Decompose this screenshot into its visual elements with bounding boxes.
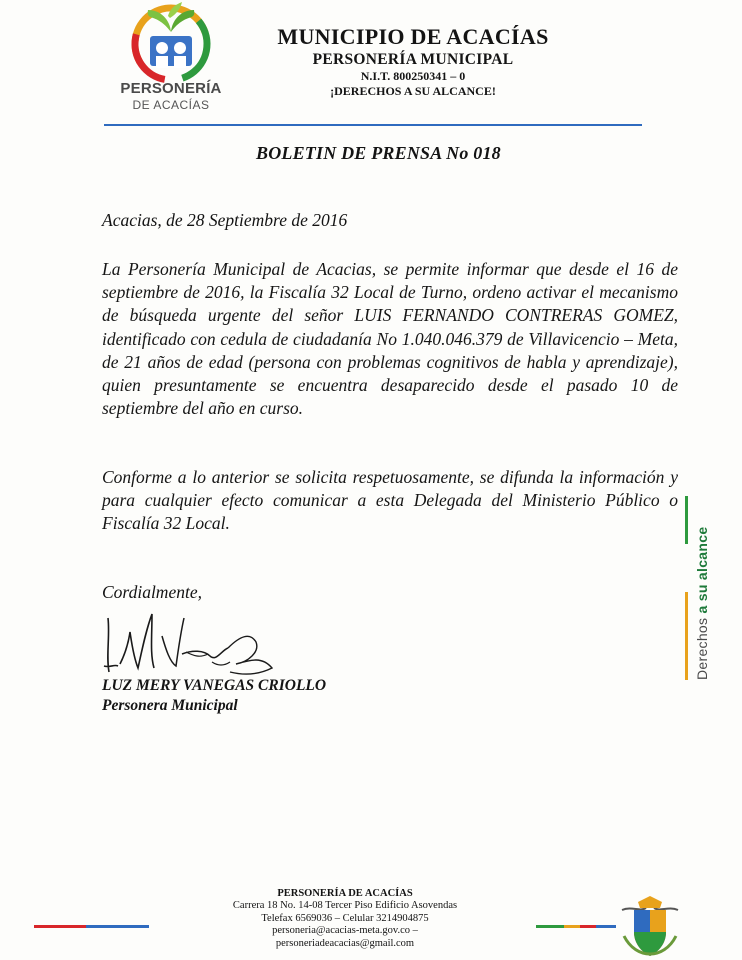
footer-address: Carrera 18 No. 14-08 Tercer Piso Edificio Asovendas (232, 900, 458, 912)
side-slogan-word2: a su alcance (694, 526, 710, 614)
signer-name: LUZ MERY VANEGAS CRIOLLO (102, 677, 327, 694)
footer-contact (210, 888, 480, 950)
personeria-logo (112, 2, 230, 120)
signer-role: Personera Municipal (102, 697, 238, 714)
footer-email-2: personeriadeacacias@gmail.com (275, 937, 415, 949)
footer-bar-right (536, 925, 616, 928)
side-slogan (694, 527, 710, 680)
footer-title: PERSONERÍA DE ACACÍAS (277, 888, 413, 899)
date-line: Acacias, de 28 Septiembre de 2016 (102, 210, 348, 230)
side-slogan-word1: Derechos (694, 617, 710, 680)
logo-wordmark: PERSONERÍA (120, 80, 222, 97)
footer-email-1: personeria@acacias-meta.gov.co – (272, 925, 418, 937)
bulletin-title: BOLETIN DE PRENSA No 018 (256, 143, 501, 163)
closing-salutation: Cordialmente, (102, 582, 202, 602)
header-divider (104, 124, 642, 126)
handwritten-signature (100, 606, 275, 686)
municipality-name: MUNICIPIO DE ACACÍAS (277, 24, 549, 49)
paragraph-1: La Personería Municipal de Acacias, se permite informar que desde el 16 de septiembre de 2016, la Fiscalía 32 Local de Turno, ordeno activar el mecanismo de búsqueda urgente del señor LUIS FERNANDO CONTRERAS GOMEZ, identificado con cedula de ciudadanía No 1.040.046.379 de Villavicencio – Meta, de 21 años de edad (persona con problemas cognitivos de habla y aprendizaje), quien presuntamente se encuentra desaparecido desde el pasado 10 de septiembre del año en curso. (102, 259, 678, 419)
slogan: ¡DERECHOS A SU ALCANCE! (330, 84, 496, 98)
logo-subtitle: DE ACACÍAS (132, 98, 210, 112)
letterhead (248, 24, 578, 99)
footer-bar-left (34, 925, 149, 928)
footer-phones: Telefax 6569036 – Celular 3214904875 (261, 912, 429, 924)
municipal-crest-icon (620, 896, 680, 958)
office-name: PERSONERÍA MUNICIPAL (312, 51, 514, 68)
paragraph-2: Conforme a lo anterior se solicita respetuosamente, se difunda la información y para cualquier efecto comunicar a esta Delegada del Ministerio Público o Fiscalía 32 Local. (102, 467, 678, 534)
nit-number: N.I.T. 800250341 – 0 (360, 69, 466, 83)
logo-emblem-icon (126, 2, 216, 84)
